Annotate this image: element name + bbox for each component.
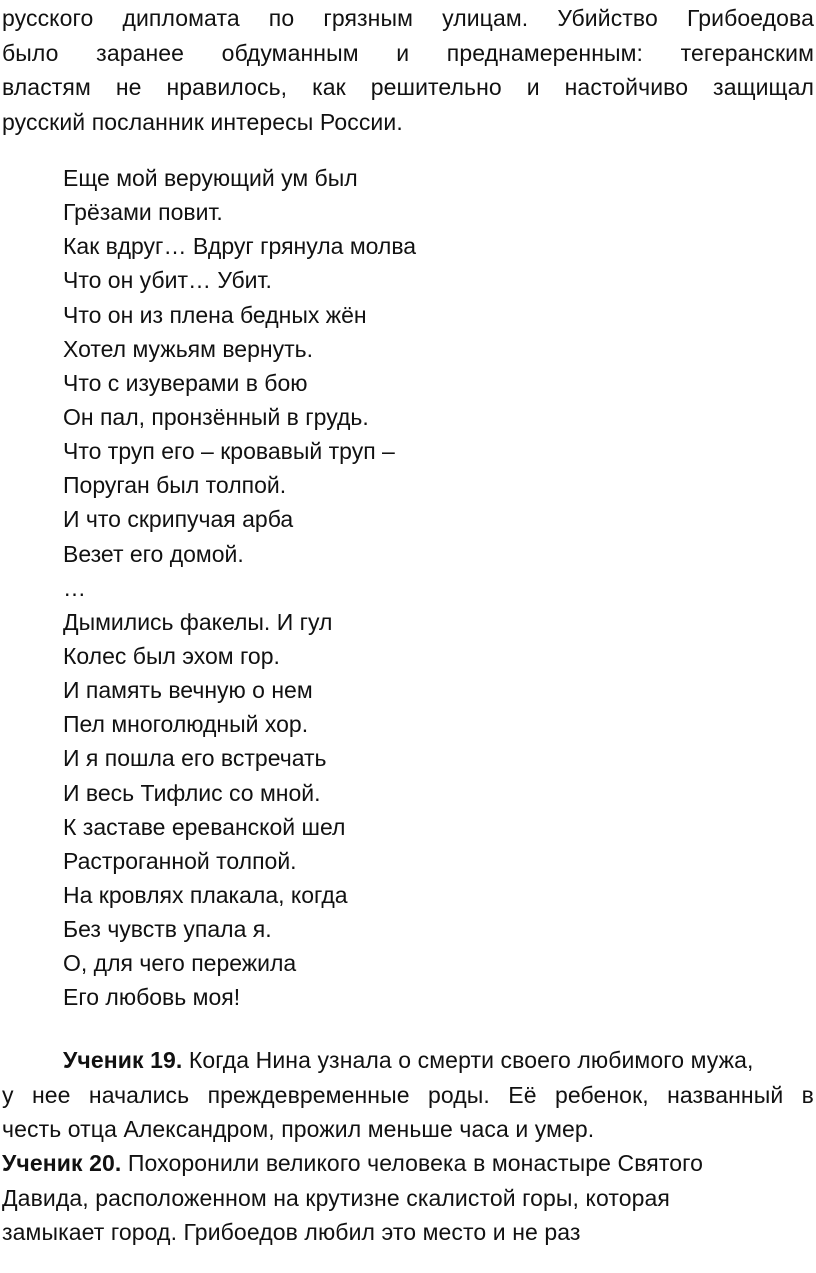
intro-paragraph bbox=[2, 1, 814, 139]
poem-line: Его любовь моя! bbox=[63, 984, 241, 1011]
intro-line: русского дипломата по грязным улицам. Убийство Грибоедова bbox=[2, 5, 814, 31]
poem-line: Что он убит… Убит. bbox=[63, 267, 272, 294]
poem-line: И весь Тифлис со мной. bbox=[63, 779, 321, 806]
poem-line: О, для чего пережила bbox=[63, 950, 297, 977]
intro-line: властям не нравилось, как решительно и настойчиво защищал bbox=[2, 74, 814, 100]
poem-line: Хотел мужьям вернуть. bbox=[63, 335, 313, 362]
student19-line: у нее начались преждевременные роды. Её ребенок, названный в bbox=[2, 1081, 814, 1108]
student20-label: Ученик 20. bbox=[2, 1150, 122, 1176]
poem-line: К заставе ереванской шел bbox=[63, 813, 346, 840]
student20-paragraph bbox=[2, 1146, 814, 1250]
poem-line: Поруган был толпой. bbox=[63, 472, 287, 499]
student19-first-line bbox=[2, 1043, 814, 1078]
student20-line: Давида, расположенном на крутизне скалистой горы, которая bbox=[2, 1184, 670, 1211]
student19-paragraph bbox=[2, 1043, 814, 1147]
student20-first-line bbox=[2, 1146, 814, 1181]
student19-first-text: Когда Нина узнала о смерти своего любимого мужа, bbox=[188, 1047, 754, 1073]
intro-line: было заранее обдуманным и преднамеренным: тегеранским bbox=[2, 39, 814, 66]
poem-line: На кровлях плакала, когда bbox=[63, 881, 348, 908]
poem-line: Пел многолюдный хор. bbox=[63, 711, 309, 738]
poem-line: Грёзами повит. bbox=[63, 199, 223, 226]
poem-line: И что скрипучая арба bbox=[63, 506, 294, 533]
poem-line: И память вечную о нем bbox=[63, 677, 313, 704]
poem-line: Что с изуверами в бою bbox=[63, 369, 308, 396]
poem-line: Как вдруг… Вдруг грянула молва bbox=[63, 233, 417, 260]
poem bbox=[63, 161, 416, 1015]
poem-line: Растроганной толпой. bbox=[63, 847, 297, 874]
intro-line: русский посланник интересы России. bbox=[2, 108, 403, 135]
student20-first-text: Похоронили великого человека в монастыре Святого bbox=[127, 1150, 703, 1176]
poem-ellipsis: … bbox=[63, 574, 86, 601]
poem-line: Без чувств упала я. bbox=[63, 916, 272, 943]
poem-line: Что труп его – кровавый труп – bbox=[63, 438, 395, 465]
poem-line: Везет его домой. bbox=[63, 540, 244, 567]
poem-line: Он пал, пронзённый в грудь. bbox=[63, 403, 369, 430]
student19-line: честь отца Александром, прожил меньше часа и умер. bbox=[2, 1116, 595, 1142]
poem-line: Что он из плена бедных жён bbox=[63, 301, 367, 328]
student19-label: Ученик 19. bbox=[63, 1047, 183, 1073]
poem-line: Дымились факелы. И гул bbox=[63, 608, 333, 635]
poem-line: Еще мой верующий ум был bbox=[63, 165, 358, 191]
poem-line: И я пошла его встречать bbox=[63, 745, 327, 772]
poem-line: Колес был эхом гор. bbox=[63, 642, 280, 669]
student20-line: замыкает город. Грибоедов любил это место и не раз bbox=[2, 1219, 581, 1245]
